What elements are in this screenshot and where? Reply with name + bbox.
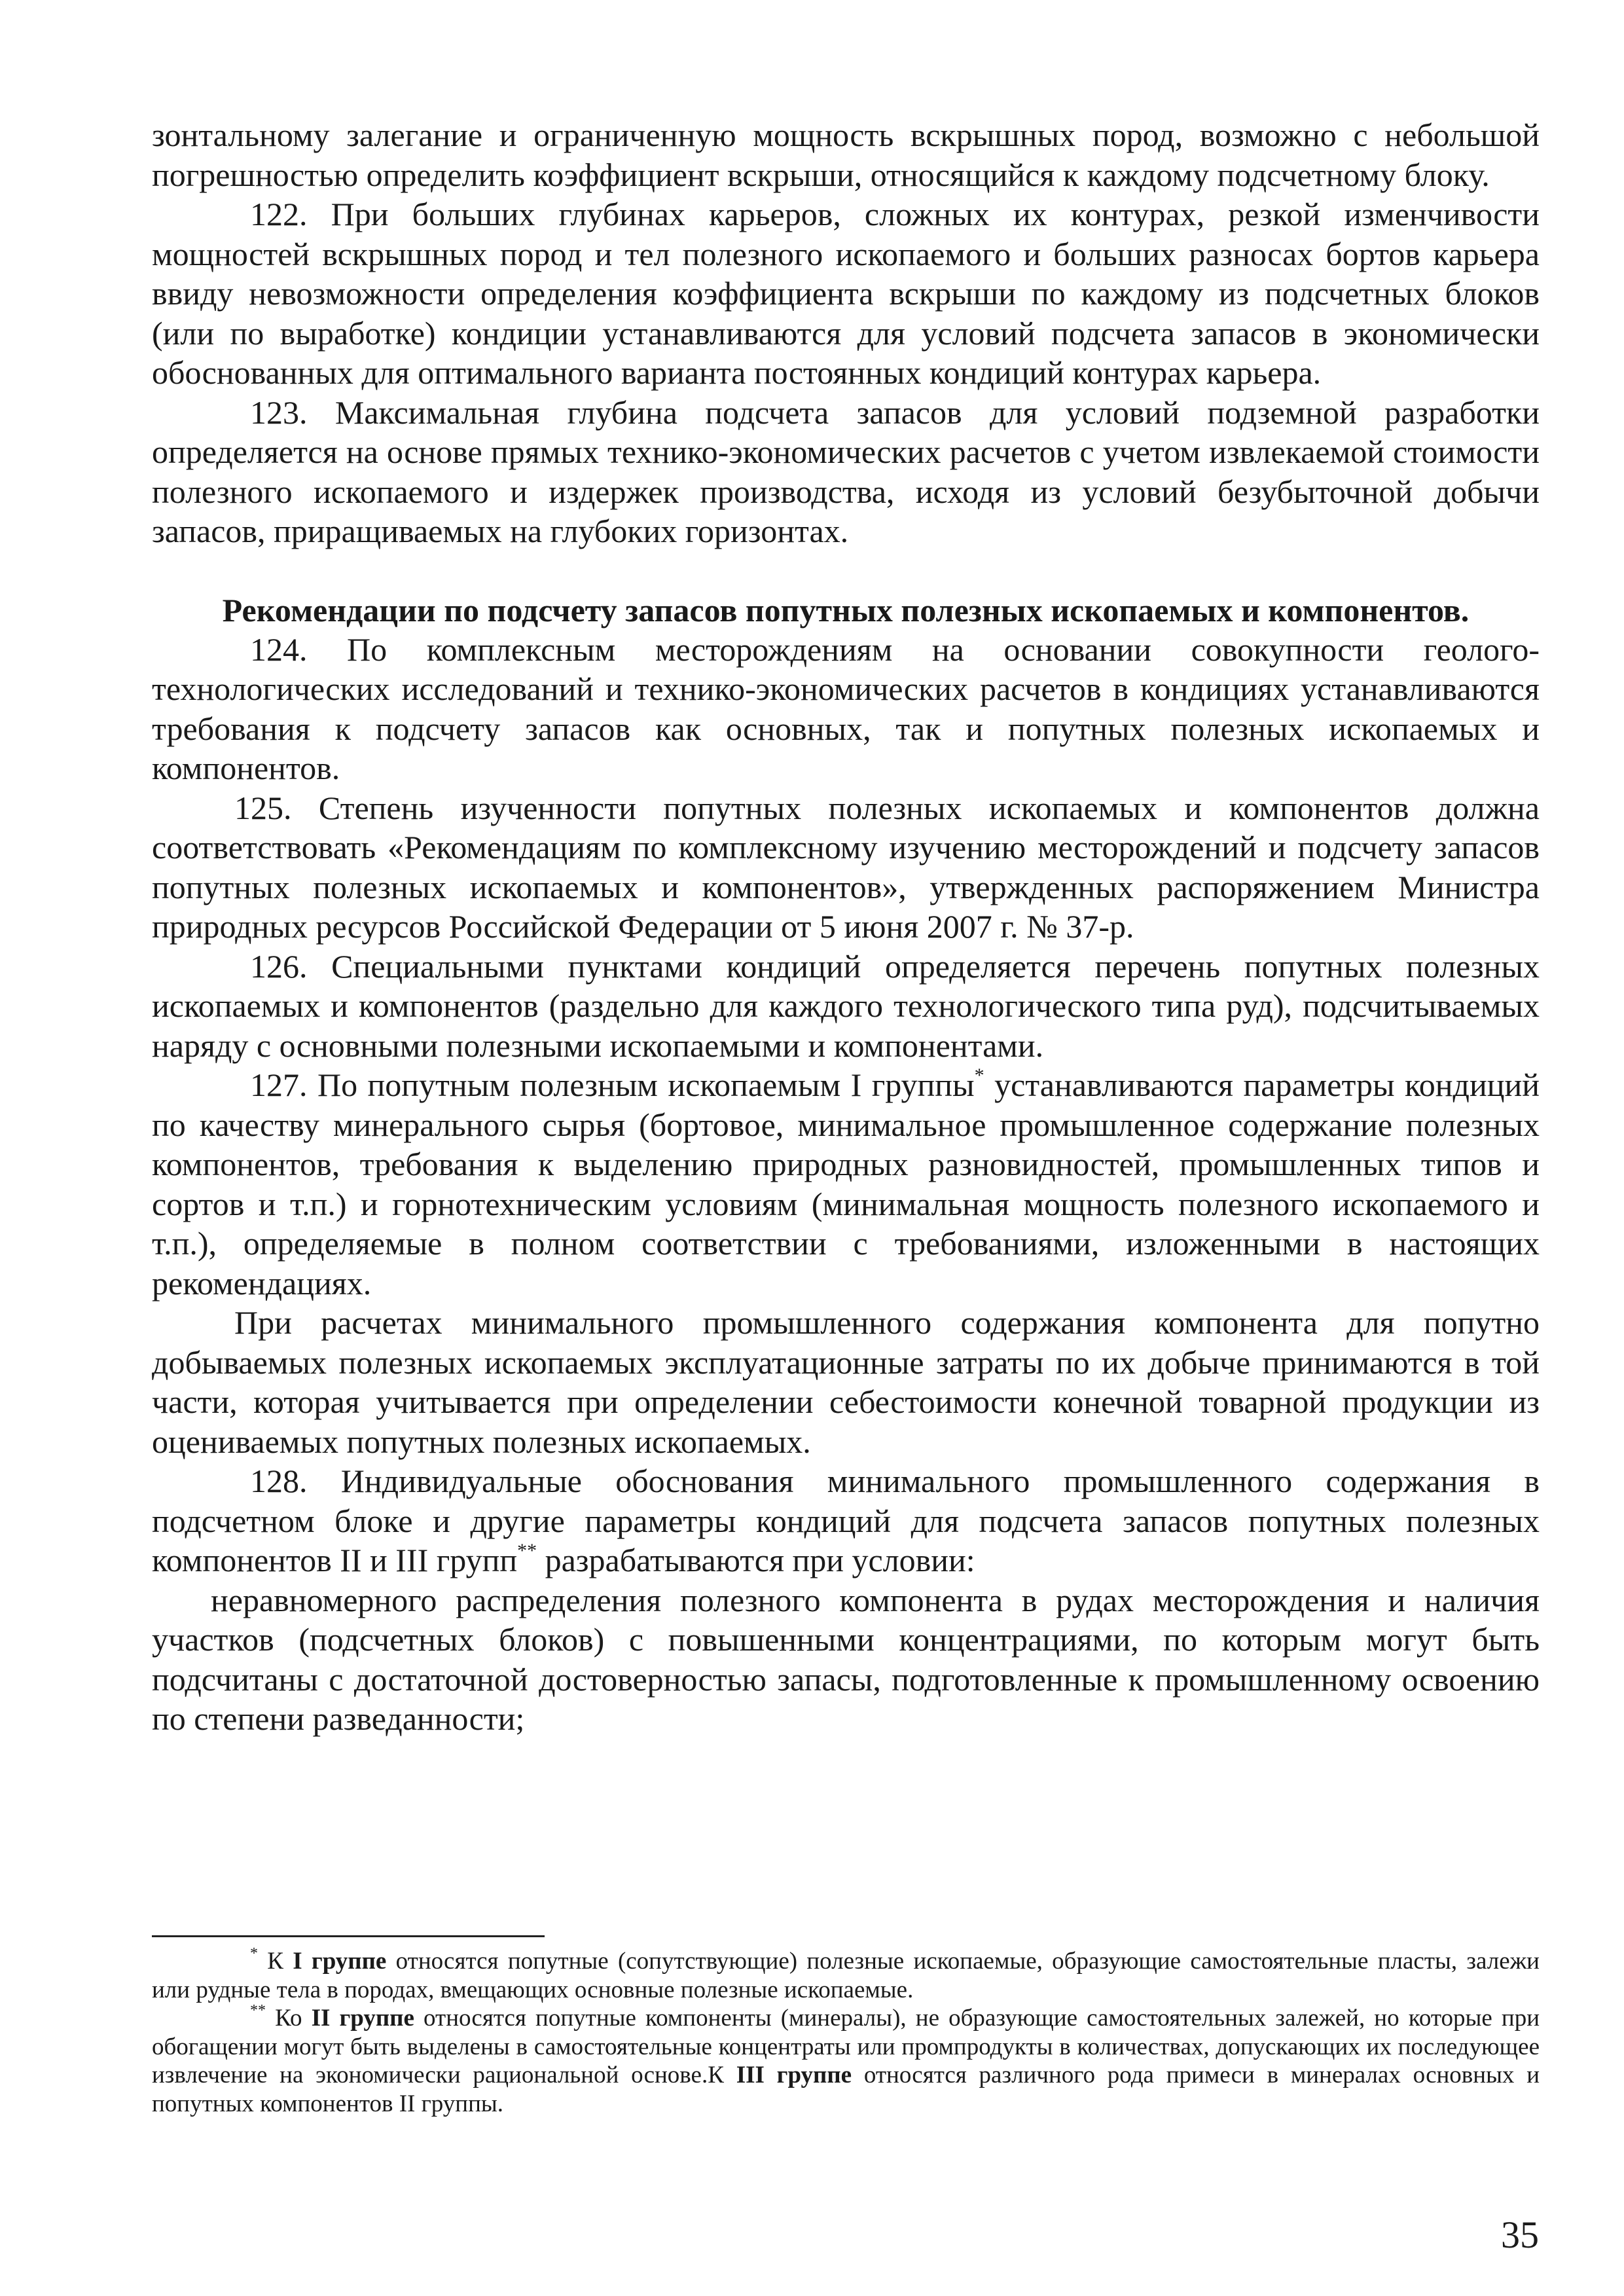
paragraph-127-text-b: устанавливаются параметры кондиций по качеству минерального сырья (бортовое, минимальное промышленное содержание полезных компонентов, требования к выделению природных разновидностей, промышленных типов и сортов и т.п.) и горнотехническим условиям (минимальная мощность полезного ископаемого и т.п.), определяемые в полном соответствии с требованиями, изложенными в настоящих рекомендациях. bbox=[152, 1066, 1540, 1302]
paragraph-126: 126. Специальными пунктами кондиций определяется перечень попутных полезных ископаемых и компонентов (раздельно для каждого технологического типа руд), подсчитываемых наряду с основными полезными ископаемыми и компонентами. bbox=[152, 947, 1540, 1064]
footnote-ref-1: * bbox=[974, 1065, 984, 1086]
footnote-1-text-b: относятся попутные (сопутствующие) полезные ископаемые, образующие самостоятельные пласты, залежи или рудные тела в породах, вмещающих основные полезные ископаемые. bbox=[152, 1948, 1540, 2003]
footnote-2-bold: II группе bbox=[311, 2005, 414, 2032]
paragraph-128 bbox=[152, 1461, 1540, 1580]
footnote-1 bbox=[152, 1947, 1540, 2004]
paragraph-127-text-a: 127. По попутным полезным ископаемым I группы bbox=[250, 1066, 975, 1103]
page-number: 35 bbox=[1501, 2214, 1539, 2256]
footnote-divider bbox=[152, 1935, 545, 1937]
paragraph-128-item: неравномерного распределения полезного компонента в рудах месторождения и наличия участков (подсчетных блоков) с повышенными концентрациями, по которым могут быть подсчитаны с достаточной достоверностью запасы, подготовленные к промышленному освоению по степени разведанности; bbox=[152, 1581, 1540, 1737]
paragraph-124: 124. По комплексным месторождениям на основании совокупности геолого-технологических исследований и технико-экономических расчетов в кондициях устанавливаются требования к подсчету запасов как основных, так и попутных полезных ископаемых и компонентов. bbox=[152, 630, 1540, 786]
footnotes bbox=[152, 1947, 1540, 2118]
footnote-2-text-a: Ко bbox=[266, 2005, 312, 2032]
paragraph-127 bbox=[152, 1065, 1540, 1303]
section-heading: Рекомендации по подсчету запасов попутных полезных ископаемых и компонентов. bbox=[222, 591, 1470, 629]
footnote-2-text-c: относятся различного рода примеси в минералах основных и попутных компонентов II группы. bbox=[152, 2062, 1540, 2117]
paragraph-continued: зонтальному залегание и ограниченную мощность вскрышных пород, возможно с небольшой погрешностью определить коэффициент вскрыши, относящийся к каждому подсчетному блоку. bbox=[152, 117, 1540, 193]
paragraph-128-text-b: разрабатываются при условии: bbox=[537, 1542, 975, 1578]
footnote-1-text-a: К bbox=[258, 1948, 293, 1975]
footnote-2-mark: ** bbox=[250, 2002, 266, 2019]
footnote-2 bbox=[152, 2004, 1540, 2118]
paragraph-127-continued: При расчетах минимального промышленного содержания компонента для попутно добываемых полезных ископаемых эксплуатационные затраты по их добыче принимаются в той части, которая учитывается при определении себестоимости конечной товарной продукции из оцениваемых попутных полезных ископаемых. bbox=[152, 1304, 1540, 1460]
paragraph-128-text-a: 128. Индивидуальные обоснования минимального промышленного содержания в подсчетном блоке и другие параметры кондиций для подсчета запасов попутных полезных компонентов II и III групп bbox=[152, 1463, 1540, 1578]
paragraph-122: 122. При больших глубинах карьеров, сложных их контурах, резкой изменчивости мощностей вскрышных пород и тел полезного ископаемого и больших разносах бортов карьера ввиду невозможности определения коэффициента вскрыши по каждому из подсчетных блоков (или по выработке) кондиции устанавливаются для условий подсчета запасов в экономически обоснованных для оптимального варианта постоянных кондиций контурах карьера. bbox=[152, 196, 1540, 391]
paragraph-123: 123. Максимальная глубина подсчета запасов для условий подземной разработки определяется на основе прямых технико-экономических расчетов с учетом извлекаемой стоимости полезного ископаемого и издержек производства, исходя из условий безубыточной добычи запасов, приращиваемых на глубоких горизонтах. bbox=[152, 393, 1540, 549]
paragraph-125: 125. Степень изученности попутных полезных ископаемых и компонентов должна соответствовать «Рекомендациям по комплексному изучению месторождений и подсчету запасов попутных полезных ископаемых и компонентов», утвержденных распоряжением Министра природных ресурсов Российской Федерации от 5 июня 2007 г. № 37-р. bbox=[152, 789, 1540, 945]
footnote-ref-2: ** bbox=[517, 1540, 537, 1561]
footnote-2-bold-2: III группе bbox=[736, 2062, 852, 2088]
footnote-1-mark: * bbox=[250, 1945, 258, 1962]
footnote-2-text-b: относятся попутные компоненты (минералы), не образующие самостоятельных залежей, но которые при обогащении могут быть выделены в самостоятельные концентраты или промпродукты в количествах, допускающих их последующее извлечение на экономически рациональной основе.К bbox=[152, 2005, 1540, 2088]
body-text bbox=[152, 115, 1540, 1739]
footnote-1-bold: I группе bbox=[293, 1948, 387, 1975]
